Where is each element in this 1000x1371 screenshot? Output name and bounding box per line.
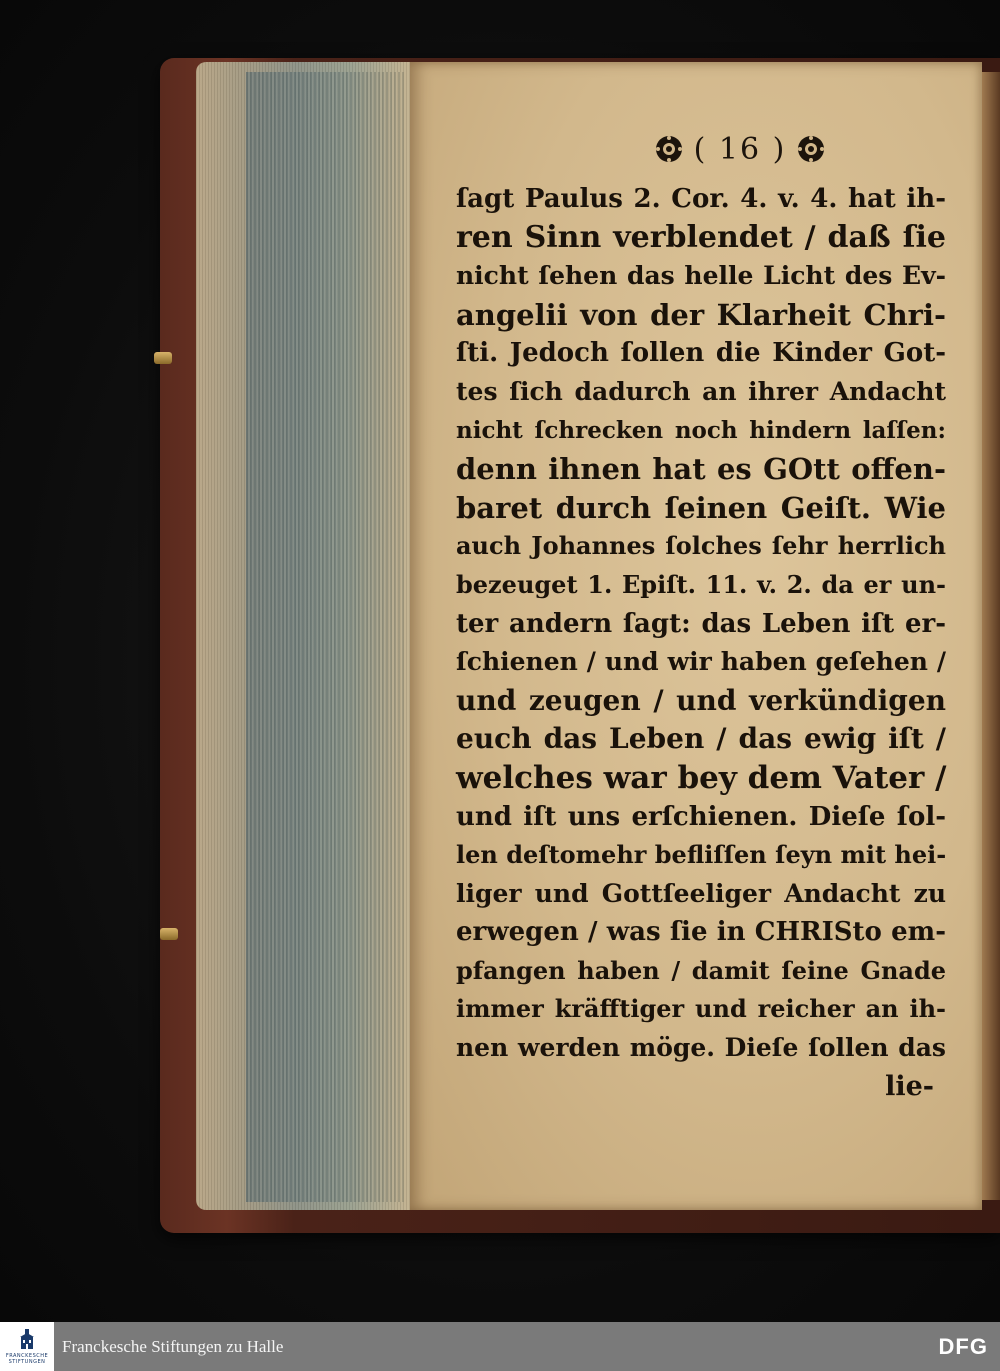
page-number: ( 16 ) — [693, 131, 787, 167]
text-line: nicht ſchrecken noch hindern laſſen: — [456, 416, 946, 444]
text-line: pfangen haben / damit ſeine Gnade — [456, 955, 946, 985]
text-line: auch Johannes ſolches ſehr herrlich — [456, 531, 946, 561]
text-line: nicht ſehen das helle Licht des Ev- — [456, 261, 946, 291]
catchword: lie- — [885, 1070, 934, 1102]
text-line: und iſt uns erſchienen. Dieſe ſol- — [456, 801, 946, 832]
text-line: denn ihnen hat es GOtt offen- — [456, 452, 946, 487]
text-line: ren Sinn verblendet / daß ſie — [456, 219, 946, 255]
text-line: euch das Leben / das ewig iſt / — [456, 722, 946, 756]
text-line: angelii von der Klarheit Chri- — [456, 297, 946, 332]
text-line: erwegen / was ſie in CHRISto em- — [456, 917, 946, 948]
clasp-pin — [154, 352, 172, 364]
rosette-ornament-icon — [654, 134, 684, 164]
text-line: ſchienen / und wir haben geſehen / — [456, 647, 946, 677]
text-line: nen werden möge. Dieſe ſollen das — [456, 1033, 946, 1063]
text-line: len deſtomehr befliſſen ſeyn mit hei- — [456, 840, 947, 870]
text-line: bezeuget 1. Epiſt. 11. v. 2. da er un- — [456, 569, 946, 599]
text-line: baret durch ſeinen Geiſt. Wie — [456, 490, 946, 525]
institution-logo[interactable] — [0, 1322, 54, 1371]
text-line: immer kräfftiger und reicher an ih- — [456, 994, 946, 1024]
logo-caption-line: FRANCKESCHE — [5, 1352, 49, 1359]
text-line: und zeugen / und verkündigen — [456, 683, 946, 717]
right-page-edge — [982, 72, 1000, 1200]
building-logo-icon — [18, 1329, 36, 1351]
page-header — [640, 124, 840, 174]
page-fore-edge — [196, 62, 418, 1210]
text-line: ſti. Jedoch ſollen die Kinder Got- — [456, 338, 946, 369]
text-line: ſagt Paulus 2. Cor. 4. v. 4. hat ih- — [456, 184, 946, 214]
fore-edge-coloring — [246, 72, 406, 1202]
clasp-pin — [160, 928, 178, 940]
dfg-logo[interactable]: DFG — [938, 1333, 988, 1359]
text-line: welches war bey dem Vater / — [456, 759, 947, 796]
text-line: liger und Gottſeeliger Andacht zu — [456, 878, 946, 908]
viewer-footer — [0, 1322, 1000, 1371]
text-line: ter andern ſagt: das Leben iſt er- — [456, 608, 946, 639]
logo-caption-line: STIFTUNGEN — [8, 1358, 46, 1365]
text-line: tes ſich dadurch an ihrer Andacht — [456, 376, 946, 406]
rosette-ornament-icon — [796, 134, 826, 164]
institution-name[interactable]: Franckesche Stiftungen zu Halle — [62, 1336, 284, 1356]
logo-caption — [6, 1353, 48, 1365]
page-body-text — [456, 180, 946, 1106]
